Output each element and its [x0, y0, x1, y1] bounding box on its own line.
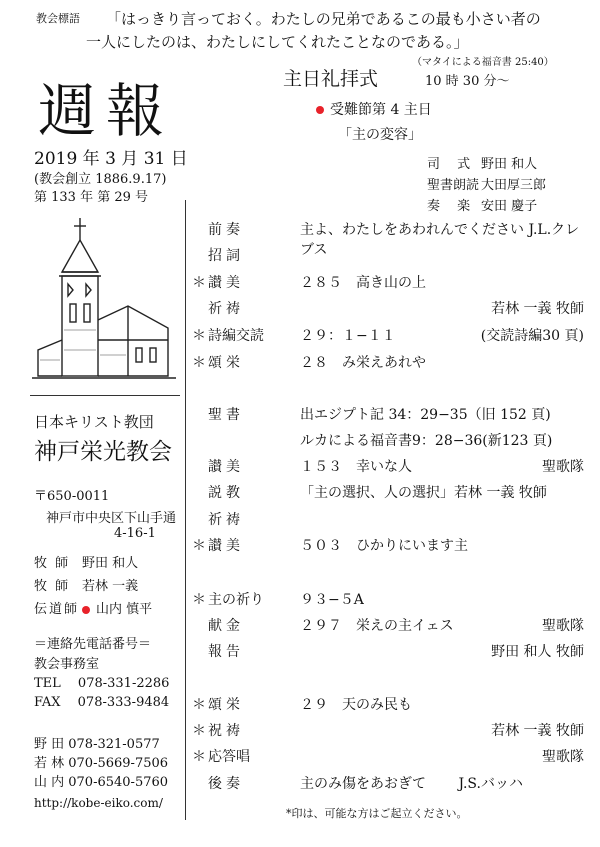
- order-text: 出エジプト記 34：29−35（旧 152 頁): [300, 407, 551, 423]
- order-label: 讃美: [208, 459, 244, 475]
- order-item: [192, 352, 592, 374]
- order-label: 祝祷: [208, 723, 244, 739]
- order-item: [192, 615, 592, 637]
- standing-marker: ＊: [192, 355, 206, 371]
- staff-row: [34, 598, 152, 617]
- role-label: 司 式: [427, 157, 471, 172]
- personal-phone: 野 田 078-321-0577: [34, 737, 160, 752]
- role-person: 安田 慶子: [481, 199, 538, 214]
- address-line-2: 4-16-1: [114, 526, 156, 541]
- order-item: [192, 404, 592, 426]
- church-name: 神戸栄光教会: [34, 439, 172, 465]
- order-leader: 野田 和人 牧師: [491, 644, 584, 660]
- order-item: [192, 746, 592, 768]
- staff-role: 牧 師: [34, 579, 71, 594]
- role-label: 聖書朗読: [427, 178, 480, 193]
- order-text: ルカによる福音書9：28−36(新123 頁): [300, 433, 553, 449]
- fax-number: FAX 078-333-9484: [34, 695, 170, 710]
- service-time: 10 時 30 分～: [425, 74, 510, 89]
- staff-name: 山内 慎平: [96, 602, 153, 617]
- staff-role: 伝道師: [34, 602, 80, 617]
- order-item: [192, 589, 592, 611]
- tel-number: TEL 078-331-2286: [34, 676, 170, 691]
- role-row: [427, 175, 546, 196]
- role-person: 大田厚三郎: [481, 178, 547, 193]
- website-link[interactable]: http://kobe-eiko.com/: [34, 796, 163, 810]
- order-label: 前奏: [208, 222, 244, 238]
- address-line-1: 神戸市中央区下山手通: [46, 511, 177, 526]
- motto-source: （マタイによる福音書 25:40）: [412, 57, 554, 68]
- order-item: [192, 641, 592, 663]
- standing-marker: ＊: [192, 328, 206, 344]
- order-label: 主の祈り: [208, 592, 264, 608]
- order-label: 後奏: [208, 776, 244, 792]
- order-item: [192, 509, 592, 531]
- order-text: ５０３ ひかりにいます主: [300, 538, 468, 554]
- bulletin-title: 週報: [38, 77, 175, 145]
- order-label: 頌栄: [208, 355, 244, 371]
- order-leader: 聖歌隊: [542, 459, 584, 475]
- order-item: [192, 773, 592, 795]
- order-label: 詩編交読: [208, 328, 264, 344]
- motto-label: 教会標語: [36, 12, 80, 25]
- staff-name: 野田 和人: [82, 556, 139, 571]
- role-label: 奏 楽: [427, 199, 471, 214]
- order-label: 招詞: [208, 248, 244, 264]
- order-text: 主のみ傷をあおぎて J.S.バッハ: [300, 776, 523, 792]
- denomination: 日本キリスト教団: [34, 413, 154, 431]
- liturgical-season: [316, 99, 432, 119]
- order-text: ２９ 天のみ民も: [300, 697, 412, 713]
- service-title: 主日礼拝式: [283, 68, 379, 90]
- sermon-title: 「主の変容」: [338, 127, 422, 143]
- personal-phone: 若 林 070-5669-7506: [34, 756, 169, 771]
- staff-row: [34, 552, 138, 571]
- staff-row: [34, 575, 138, 594]
- order-leader: 若林 一義 牧師: [491, 723, 584, 739]
- order-label: 報告: [208, 644, 244, 660]
- order-item: [192, 482, 592, 504]
- bulletin-date: 2019 年 3 月 31 日: [34, 149, 188, 169]
- founded-date: (教会創立 1886.9.17): [34, 172, 167, 187]
- order-label: 祈祷: [208, 512, 244, 528]
- personal-phone: 山 内 070-6540-5760: [34, 775, 169, 790]
- order-text: ９３−５A: [300, 592, 364, 608]
- church-illustration: [28, 210, 178, 385]
- standing-marker: ＊: [192, 538, 206, 554]
- order-item: [192, 298, 592, 320]
- order-label: 讃美: [208, 275, 244, 291]
- standing-marker: ＊: [192, 275, 206, 291]
- standing-marker: ＊: [192, 592, 206, 608]
- red-dot-icon: [316, 106, 324, 114]
- role-row: [427, 196, 546, 217]
- order-text: ２９７ 栄えの主イェス: [300, 618, 454, 634]
- order-label: 頌栄: [208, 697, 244, 713]
- season-text: 受難節第 4 主日: [330, 102, 432, 118]
- role-person: 野田 和人: [481, 157, 538, 172]
- order-item: [192, 694, 592, 716]
- order-label: 聖書: [208, 407, 244, 423]
- order-leader: (交読詩編30 頁): [480, 328, 584, 344]
- order-text: ２８ み栄えあれや: [300, 355, 426, 371]
- standing-marker: ＊: [192, 697, 206, 713]
- order-text: ２８５ 高き山の上: [300, 275, 426, 291]
- motto-line-2: 一人にしたのは、わたしにしてくれたことなのである。」: [86, 33, 469, 51]
- staff-role: 牧 師: [34, 556, 71, 571]
- order-label: 献金: [208, 618, 244, 634]
- order-text: ２９：１−１１: [300, 328, 396, 344]
- postal-code: 〒650-0011: [34, 489, 110, 504]
- issue-number: 第 133 年 第 29 号: [34, 190, 149, 205]
- office-label: 教会事務室: [34, 657, 100, 672]
- red-dot-icon: [82, 606, 90, 614]
- order-item: [192, 245, 592, 267]
- order-label: 讃美: [208, 538, 244, 554]
- order-item: [192, 456, 592, 478]
- left-divider: [30, 395, 180, 396]
- order-item: [192, 720, 592, 742]
- column-divider: [185, 200, 186, 820]
- order-leader: 若林 一義 牧師: [491, 301, 584, 317]
- order-item: [192, 430, 592, 452]
- standing-marker: ＊: [192, 749, 206, 765]
- service-roles: [427, 154, 546, 217]
- order-text: １５３ 幸いな人: [300, 459, 412, 475]
- order-text: 主よ、わたしをあわれんでください J.L.クレブス: [300, 222, 580, 258]
- order-leader: 聖歌隊: [542, 618, 584, 634]
- order-leader: 聖歌隊: [542, 749, 584, 765]
- order-label: 祈祷: [208, 301, 244, 317]
- motto-line-1: 「はっきり言っておく。わたしの兄弟であるこの最も小さい者の: [106, 10, 541, 28]
- order-item: [192, 272, 592, 294]
- footer-note: *印は、可能な方はご起立ください。: [286, 807, 468, 820]
- order-label: 応答唱: [208, 749, 250, 765]
- staff-name: 若林 一義: [82, 579, 139, 594]
- order-text: 「主の選択、人の選択」若林 一義 牧師: [300, 485, 547, 501]
- order-item: [192, 325, 592, 347]
- order-label: 説教: [208, 485, 244, 501]
- role-row: [427, 154, 546, 175]
- order-item: [192, 535, 592, 557]
- standing-marker: ＊: [192, 723, 206, 739]
- contact-heading: ＝連絡先電話番号＝: [34, 637, 152, 652]
